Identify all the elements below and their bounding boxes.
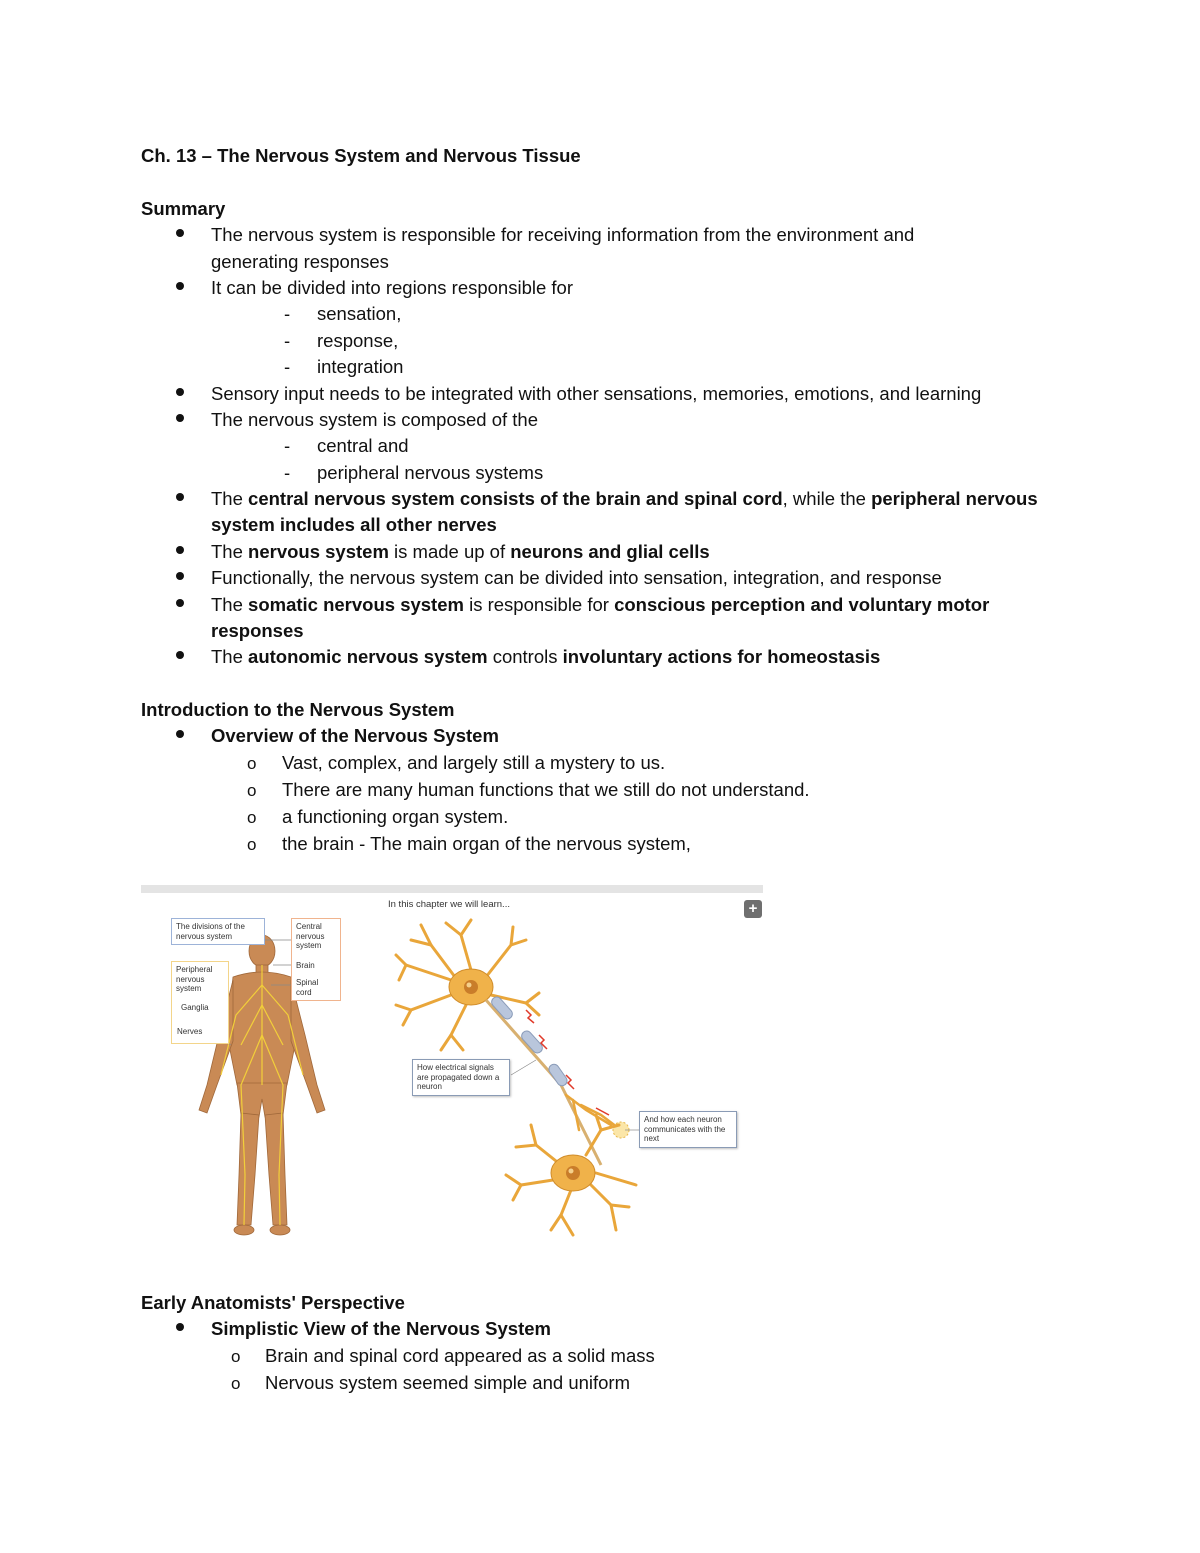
bullet-icon	[176, 572, 184, 580]
circle-marker: o	[231, 1347, 241, 1366]
summary-bullet-5-line-1: The central nervous system consists of the brain and spinal cord, while the peripheral nervous	[211, 488, 1038, 509]
dash-marker: -	[284, 462, 291, 483]
callout-communicates: And how each neuron communicates with the next	[639, 1111, 737, 1148]
dash-marker: -	[284, 303, 291, 324]
summary-sub-peripheral: peripheral nervous systems	[317, 462, 544, 483]
circle-marker: o	[247, 754, 257, 773]
bullet-icon	[176, 599, 184, 607]
summary-sub-integration: integration	[317, 356, 404, 377]
circle-marker: o	[247, 835, 257, 854]
early-bullet: Simplistic View of the Nervous System	[211, 1318, 551, 1339]
early-sub-1: Brain and spinal cord appeared as a solid mass	[265, 1345, 655, 1366]
brain-label: Brain	[296, 961, 315, 970]
bullet-icon	[176, 493, 184, 501]
bullet-icon	[176, 546, 184, 554]
summary-sub-response: response,	[317, 330, 399, 351]
summary-bullet-3: Sensory input needs to be integrated with other sensations, memories, emotions, and learning	[211, 383, 982, 404]
bullet-icon	[176, 651, 184, 659]
spinal-cord-label: Spinal cord	[296, 978, 319, 997]
summary-sub-central: central and	[317, 435, 409, 456]
ganglia-label: Ganglia	[181, 1003, 209, 1012]
circle-marker: o	[247, 781, 257, 800]
nervous-system-figure	[141, 885, 763, 1250]
bullet-icon	[176, 388, 184, 396]
callout-signals: How electrical signals are propagated down a neuron	[412, 1059, 510, 1096]
expand-plus-button[interactable]: +	[744, 900, 762, 918]
summary-bullet-6: The nervous system is made up of neurons and glial cells	[211, 541, 710, 562]
summary-bullet-1-line-1: The nervous system is responsible for receiving information from the environment and	[211, 224, 915, 245]
summary-bullet-1-line-2: generating responses	[211, 251, 389, 272]
intro-bullet: Overview of the Nervous System	[211, 725, 499, 746]
neuron-top-icon	[396, 920, 539, 1050]
nerves-label: Nerves	[177, 1027, 203, 1036]
summary-bullet-7: Functionally, the nervous system can be divided into sensation, integration, and response	[211, 567, 942, 588]
bullet-icon	[176, 730, 184, 738]
intro-heading: Introduction to the Nervous System	[141, 699, 455, 720]
dash-marker: -	[284, 356, 291, 377]
summary-bullet-2: It can be divided into regions responsible for	[211, 277, 573, 298]
dash-marker: -	[284, 435, 291, 456]
bullet-icon	[176, 1323, 184, 1331]
bullet-icon	[176, 414, 184, 422]
summary-sub-sensation: sensation,	[317, 303, 402, 324]
bullet-icon	[176, 229, 184, 237]
circle-marker: o	[231, 1374, 241, 1393]
bullet-icon	[176, 282, 184, 290]
early-sub-2: Nervous system seemed simple and uniform	[265, 1372, 631, 1393]
intro-sub-1: Vast, complex, and largely still a mystery to us.	[282, 752, 666, 773]
callout-divisions: The divisions of the nervous system	[171, 918, 265, 945]
pns-label: Peripheral nervous system	[176, 965, 213, 993]
circle-marker: o	[247, 808, 257, 827]
chapter-title: Ch. 13 – The Nervous System and Nervous Tissue	[141, 145, 581, 166]
early-heading: Early Anatomists' Perspective	[141, 1292, 405, 1313]
cns-label: Central nervous system	[296, 922, 325, 950]
summary-bullet-5-line-2: system includes all other nerves	[211, 514, 497, 535]
summary-bullet-8-line-1: The somatic nervous system is responsible for conscious perception and voluntary motor	[211, 594, 990, 615]
summary-bullet-4: The nervous system is composed of the	[211, 409, 538, 430]
dash-marker: -	[284, 330, 291, 351]
intro-sub-4: the brain - The main organ of the nervous system,	[282, 833, 691, 854]
summary-bullet-8-line-2: responses	[211, 620, 304, 641]
figure-caption: In this chapter we will learn...	[388, 899, 510, 910]
summary-bullet-9: The autonomic nervous system controls involuntary actions for homeostasis	[211, 646, 881, 667]
intro-sub-3: a functioning organ system.	[282, 806, 509, 827]
intro-sub-2: There are many human functions that we still do not understand.	[282, 779, 810, 800]
summary-heading: Summary	[141, 198, 226, 219]
